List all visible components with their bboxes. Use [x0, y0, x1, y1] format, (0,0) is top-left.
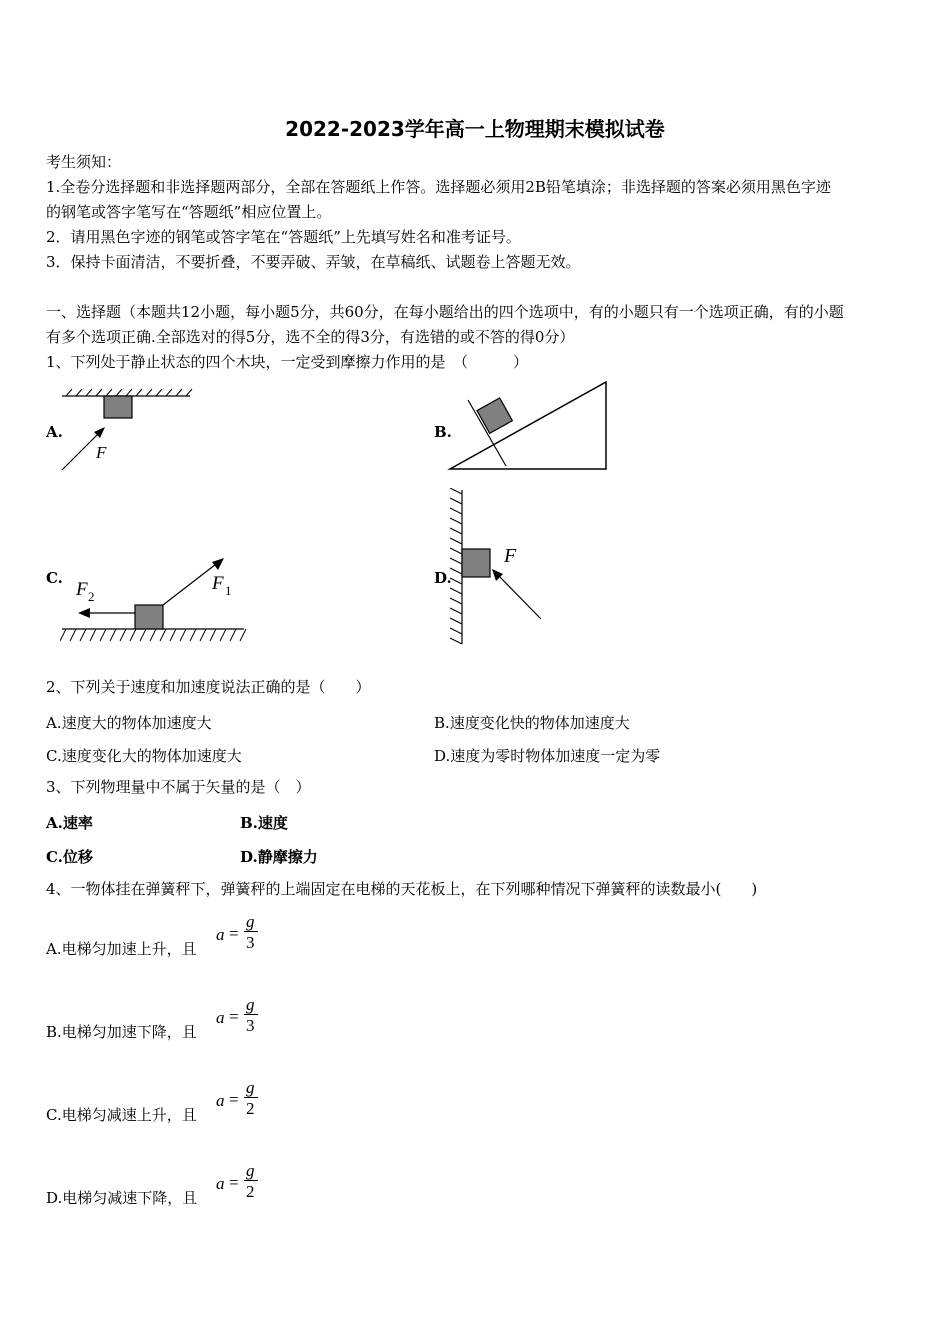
figure-a	[58, 388, 198, 478]
q2-stem: 2、下列关于速度和加速度说法正确的是（ ）	[46, 678, 371, 696]
q1-option-b-label: B.	[434, 423, 452, 441]
force-label-f-d: F	[504, 545, 517, 567]
q1-option-d-label: D.	[434, 569, 452, 587]
q4-stem: 4、一物体挂在弹簧秤下，弹簧秤的上端固定在电梯的天花板上，在下列哪种情况下弹簧秤的读数最小( )	[46, 880, 758, 898]
q4-option-c: C.电梯匀减速上升，且	[46, 1106, 197, 1124]
q2-option-a: A.速度大的物体加速度大	[46, 714, 212, 732]
force-label-f2: F	[76, 579, 88, 600]
block-c	[135, 605, 163, 629]
figure-b	[446, 378, 614, 473]
section-heading-cont: 有多个选项正确.全部选对的得5分，选不全的得3分，有选错的或不答的得0分）	[46, 328, 575, 346]
force-label-f1: F	[212, 573, 224, 594]
figure-d	[446, 488, 556, 648]
q3-option-d: D.静摩擦力	[240, 848, 318, 866]
section-heading: 一、选择题（本题共12小题，每小题5分，共60分，在每小题给出的四个选项中，有的小题只有一个选项正确，有的小题	[46, 303, 844, 321]
block-b	[477, 398, 512, 433]
q3-option-b: B.速度	[240, 814, 288, 832]
q2-option-b: B.速度变化快的物体加速度大	[434, 714, 630, 732]
q1-option-a-label: A.	[46, 423, 63, 441]
block-a	[104, 396, 132, 418]
q4-option-b: B.电梯匀加速下降，且	[46, 1023, 197, 1041]
q1-option-c-label: C.	[46, 569, 63, 587]
q4-option-a: A.电梯匀加速上升，且	[46, 940, 197, 958]
q4-option-d: D.电梯匀减速下降，且	[46, 1189, 198, 1207]
notice-item-1: 1.全卷分选择题和非选择题两部分，全部在答题纸上作答。选择题必须用2B铅笔填涂；非选择题的答案必须用黑色字迹	[46, 178, 831, 196]
force-label-f2-sub: 2	[88, 589, 95, 604]
force-label-f1-sub: 1	[225, 583, 232, 598]
q3-option-a: A.速率	[46, 814, 93, 832]
q3-stem: 3、下列物理量中不属于矢量的是（ ）	[46, 778, 311, 796]
page-title: 2022-2023学年高一上物理期末模拟试卷	[285, 117, 665, 141]
notice-item-1-cont: 的钢笔或答字笔写在“答题纸”相应位置上。	[46, 203, 332, 221]
force-label-f: F	[96, 443, 107, 462]
q3-option-c: C.位移	[46, 848, 93, 866]
figure-c	[60, 553, 250, 648]
q2-option-d: D.速度为零时物体加速度一定为零	[434, 747, 661, 765]
q2-option-c: C.速度变化大的物体加速度大	[46, 747, 242, 765]
notice-item-3: 3．保持卡面清洁，不要折叠，不要弄破、弄皱，在草稿纸、试题卷上答题无效。	[46, 253, 581, 271]
block-d	[462, 549, 490, 577]
notice-item-2: 2．请用黑色字迹的钢笔或答字笔在“答题纸”上先填写姓名和准考证号。	[46, 228, 521, 246]
notice-heading: 考生须知：	[46, 153, 122, 171]
q1-stem: 1、下列处于静止状态的四个木块，一定受到摩擦力作用的是 （ ）	[46, 353, 529, 371]
